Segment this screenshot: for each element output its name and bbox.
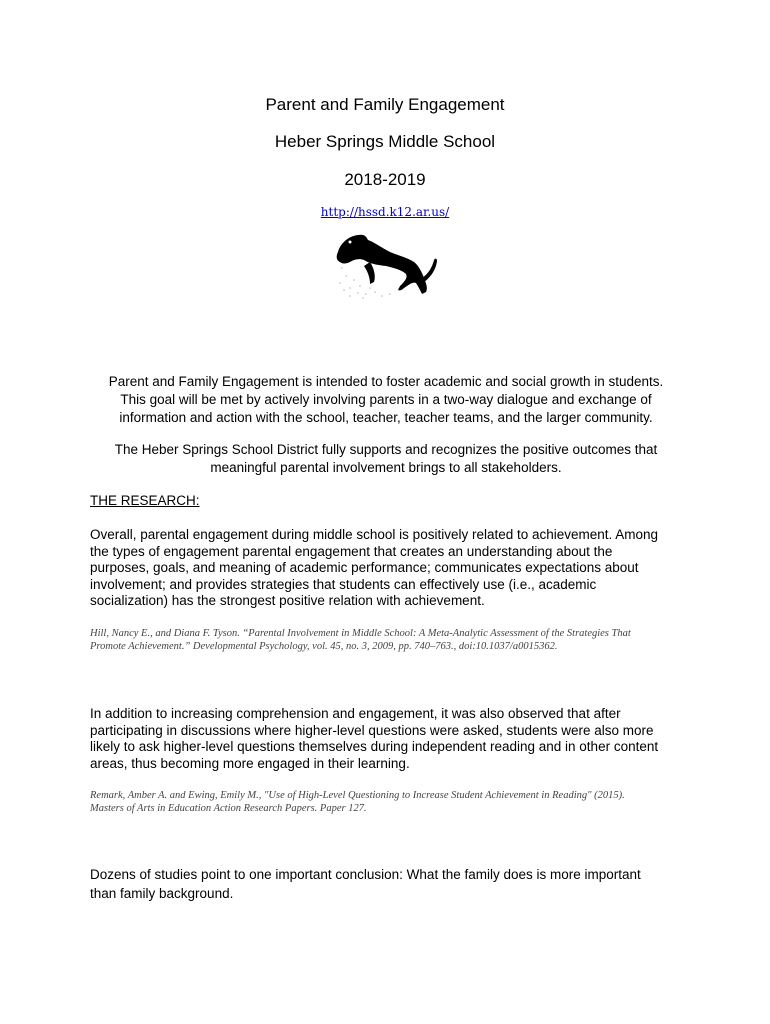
intro-paragraph-2 bbox=[90, 441, 682, 477]
text-line: meaningful parental involvement brings to all stakeholders. bbox=[210, 460, 562, 475]
text-line: involvement; and provides strategies that students can effectively use (i.e., academic bbox=[90, 576, 597, 592]
research-heading: THE RESEARCH: bbox=[90, 493, 200, 508]
citation-line: Promote Achievement.” Developmental Psychology, vol. 45, no. 3, 2009, pp. 740–763., doi:10.1037/a0015362. bbox=[90, 641, 558, 652]
district-website-link[interactable]: http://hssd.k12.ar.us/ bbox=[320, 205, 450, 219]
text-line: In addition to increasing comprehension and engagement, it was also observed that after bbox=[90, 706, 621, 721]
panther-icon bbox=[330, 228, 440, 303]
school-name: Heber Springs Middle School bbox=[274, 132, 496, 151]
citation-line: Hill, Nancy E., and Diana F. Tyson. “Parental Involvement in Middle School: A Meta-Analytic Assessment of the Strategies That bbox=[90, 628, 631, 639]
research-paragraph-1 bbox=[90, 527, 682, 610]
text-line: purposes, goals, and meaning of academic performance; communicates expectations about bbox=[90, 560, 639, 575]
text-line: the types of engagement parental engagement that creates an understanding about the bbox=[90, 543, 613, 559]
text-line: information and action with the school, teacher, teacher teams, and the larger community. bbox=[119, 410, 653, 425]
research-paragraph-2 bbox=[90, 706, 682, 772]
text-line: socialization) has the strongest positive relation with achievement. bbox=[90, 593, 485, 608]
text-line: Dozens of studies point to one important conclusion: What the family does is more important bbox=[90, 867, 641, 882]
text-line: Parent and Family Engagement is intended to foster academic and social growth in students. bbox=[108, 374, 664, 389]
text-line: This goal will be met by actively involving parents in a two-way dialogue and exchange of bbox=[120, 392, 652, 407]
intro-paragraph-1 bbox=[90, 373, 682, 427]
text-line: The Heber Springs School District fully supports and recognizes the positive outcomes that bbox=[114, 442, 658, 457]
research-paragraph-3 bbox=[90, 865, 682, 903]
text-line: areas, thus becoming more engaged in their learning. bbox=[90, 755, 410, 771]
text-line: likely to ask higher-level questions themselves during independent reading and in other content bbox=[90, 739, 659, 754]
document-title: Parent and Family Engagement bbox=[265, 95, 505, 114]
citation-1 bbox=[90, 627, 690, 653]
citation-line: Masters of Arts in Education Action Research Papers. Paper 127. bbox=[90, 803, 367, 814]
text-line: participating in discussions where higher-level questions were asked, students were also more bbox=[90, 722, 654, 738]
text-line: Overall, parental engagement during middle school is positively related to achievement. Among bbox=[90, 527, 659, 542]
text-line: than family background. bbox=[90, 886, 234, 901]
citation-line: Remark, Amber A. and Ewing, Emily M., "Use of High-Level Questioning to Increase Student Achievement in Reading" (2015). bbox=[90, 790, 625, 801]
citation-2 bbox=[90, 789, 690, 815]
school-year: 2018-2019 bbox=[344, 170, 426, 189]
